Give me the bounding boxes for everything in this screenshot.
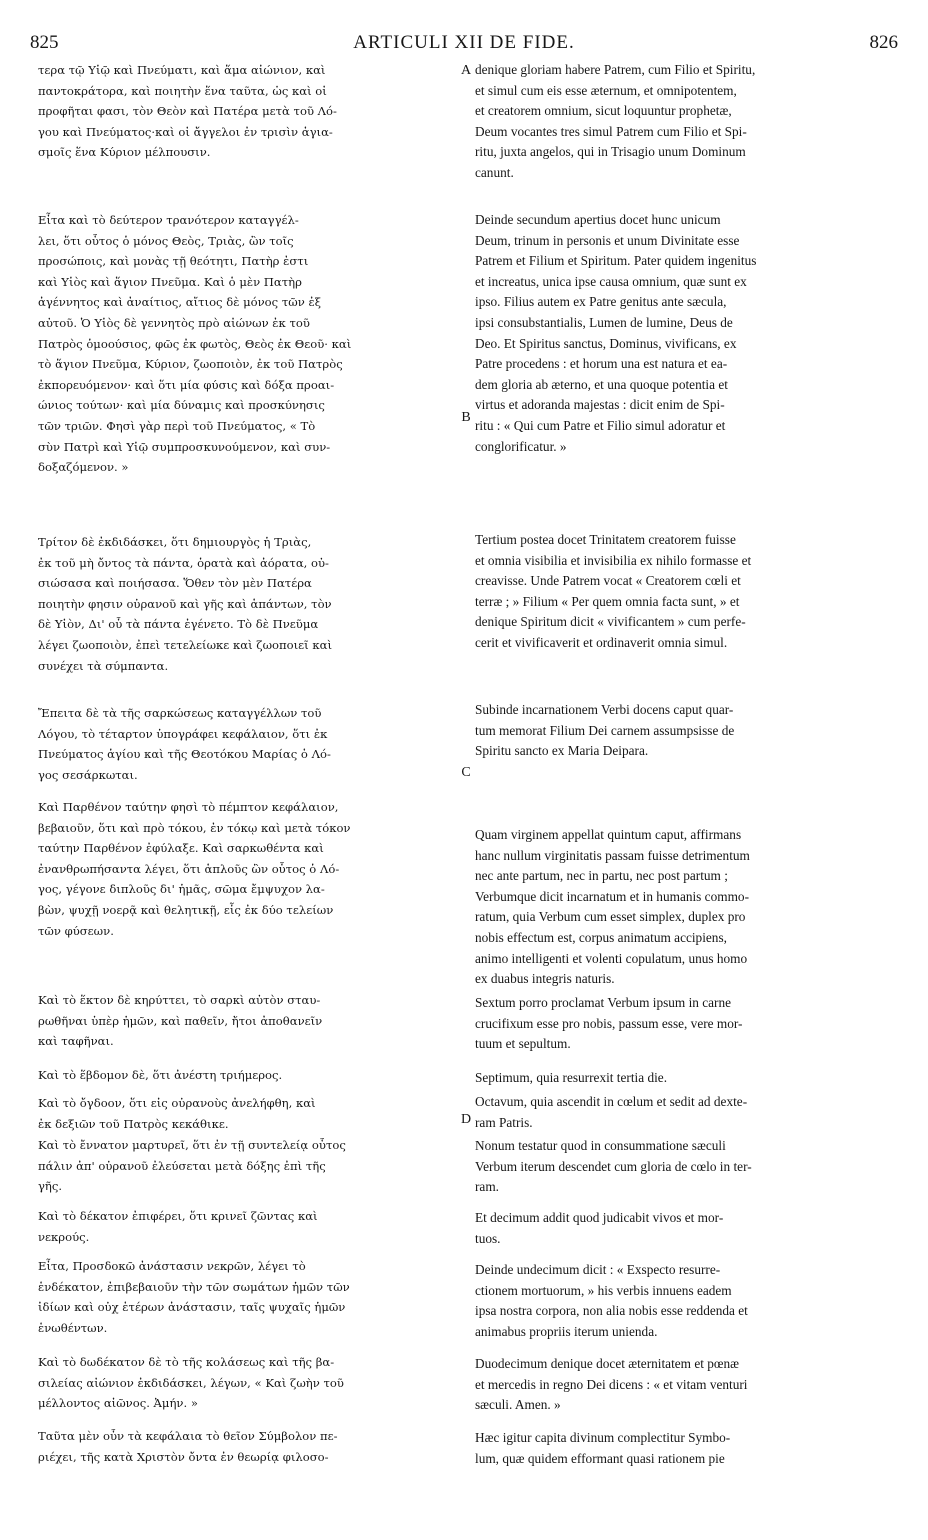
greek-paragraph-10: Καὶ τὸ δέκατον ἐπιφέρει, ὅτι κρινεῖ ζῶντας καὶ νεκρούς. <box>38 1209 318 1244</box>
greek-paragraph-7: Καὶ τὸ ἕβδομον δὲ, ὅτι ἀνέστη τριήμερος. <box>38 1068 283 1082</box>
running-title: ARTICULI XII DE FIDE. <box>353 32 575 53</box>
latin-paragraph-2: Deinde secundum apertius docet hunc unicum Deum, trinum in personis et unum Divinitate esse Patrem et Filium et Spiritum. Pater quidem ingenitus et increatus, unica ipse causa omnium, quæ sunt ex ipso. Filius autem ex Patre genitus ante sæcula, ipsi consubstantialis, Lumen de lumine, Deus de Deo. Et Spiritus sanctus, Dominus, vivificans, ex Patre procedens : et horum una est natura et ea- dem gloria ab æterno, et una quoque potentia et virtus et adoranda majestas : dicit enim de Spi- ritu : « Qui cum Patre et Filio simul adoratur et conglorificatur. » <box>475 212 757 454</box>
greek-paragraph-13: Ταῦτα μὲν οὖν τὰ κεφάλαια τὸ θεῖον Σύμβολον πε- ριέχει, τῆς κατὰ Χριστὸν ὄντα ἐν θεωρίᾳ φιλοσο- <box>38 1429 338 1464</box>
latin-paragraph-12: Duodecimum denique docet æternitatem et pœnæ et mercedis in regno Dei dicens : « et vitam venturi sæculi. Amen. » <box>475 1356 748 1413</box>
greek-paragraph-6: Καὶ τὸ ἕκτον δὲ κηρύττει, τὸ σαρκὶ αὐτὸν σταυ- ρωθῆναι ὑπὲρ ἡμῶν, καὶ παθεῖν, ἤτοι ἀποθανεῖν καὶ ταφῆναι. <box>38 993 323 1049</box>
latin-paragraph-6: Sextum porro proclamat Verbum ipsum in carne crucifixum esse pro nobis, passum esse, vere mor- tuum et sepultum. <box>475 995 743 1052</box>
greek-paragraph-11: Εἶτα, Προσδοκῶ ἀνάστασιν νεκρῶν, λέγει τὸ ἑνδέκατον, ἐπιβεβαιοῦν τὴν τῶν σωμάτων ἡμῶν τῶν ἰδίων καὶ οὐχ ἑτέρων ἀνάστασιν, ταῖς ψυχαῖς ἡμῶν ἑνωθέντων. <box>38 1259 350 1335</box>
latin-paragraph-3: Tertium postea docet Trinitatem creatorem fuisse et omnia visibilia et invisibilia ex nihilo formasse et creavisse. Unde Patrem vocat « Creatorem cœli et terræ ; » Filium « Per quem omnia facta sunt, » et denique Spiritum dicit « vivificantem » cum perfe- cerit et vivificaverit et ordinaverit omnia simul. <box>475 532 752 650</box>
greek-paragraph-1: τερα τῷ Υἱῷ καὶ Πνεύματι, καὶ ἅμα αἰώνιον, καὶ παντοκράτορα, καὶ ποιητὴν ἕνα ταῦτα, ὡς καὶ οἱ προφῆται φασι, τὸν Θεὸν καὶ Πατέρα μετὰ τοῦ Λό- γου καὶ Πνεύματος·καὶ οἱ ἄγγελοι ἐν τρισὶν ἁγια- σμοῖς ἕνα Κύριον μέλπουσιν. <box>38 63 337 160</box>
greek-paragraph-8: Καὶ τὸ ὄγδοον, ὅτι εἰς οὐρανοὺς ἀνελήφθη, καὶ ἐκ δεξιῶν τοῦ Πατρὸς κεκάθικε. <box>38 1096 316 1131</box>
latin-paragraph-13: Hæc igitur capita divinum complectitur Symbo- lum, quæ quidem efformant quasi rationem pie <box>475 1430 731 1466</box>
greek-paragraph-2: Εἶτα καὶ τὸ δεύτερον τρανότερον καταγγέλ- λει, ὅτι οὗτος ὁ μόνος Θεὸς, Τριὰς, ὢν τοῖς προσώποις, καὶ μονὰς τῇ θεότητι, Πατὴρ ἐστι καὶ Υἱὸς καὶ ἅγιον Πνεῦμα. Καὶ ὁ μὲν Πατὴρ ἀγέννητος καὶ ἀναίτιος, αἴτιος δὲ μόνος τῶν ἐξ αὐτοῦ. Ὁ Υἱὸς δὲ γεννητὸς πρὸ αἰώνων ἐκ τοῦ Πατρὸς ὁμοούσιος, φῶς ἐκ φωτὸς, Θεὸς ἐκ Θεοῦ· καὶ τὸ ἅγιον Πνεῦμα, Κύριον, ζωοποιὸν, ἐκ τοῦ Πατρὸς ἐκπορευόμενον· καὶ ὅτι μία φύσις καὶ δόξα προαι- ώνιος τούτων· καὶ μία δύναμις καὶ προσκύνησις τῶν τριῶν. Φησὶ γὰρ περὶ τοῦ Πνεύματος, « Τὸ σὺν Πατρὶ καὶ Υἱῷ συμπροσκυνούμενον, καὶ συν- δοξαζόμενον. » <box>38 213 352 475</box>
latin-paragraph-8: Octavum, quia ascendit in cœlum et sedit ad dexte- ram Patris. <box>475 1094 748 1130</box>
latin-paragraph-5: Quam virginem appellat quintum caput, affirmans hanc nullum virginitatis passam fuisse detrimentum nec ante partum, nec in partu, nec post partum ; Verbumque dicit incarnatum et in humanis commo- ratum, quia Verbum cum esset simplex, duplex pro nobis effectum est, corpus animatum accipiens, animo intelligenti et volenti copulatum, unus homo ex duabus integris naturis. <box>475 827 750 987</box>
latin-paragraph-4: Subinde incarnationem Verbi docens caput quar- tum memorat Filium Dei carnem assumpsisse de Spiritu sancto ex Maria Deipara. <box>475 702 735 759</box>
margin-marker-a: A <box>460 63 472 78</box>
running-header <box>30 32 898 56</box>
greek-paragraph-5: Καὶ Παρθένον ταύτην φησὶ τὸ πέμπτον κεφάλαιον, βεβαιοῦν, ὅτι καὶ πρὸ τόκου, ἐν τόκῳ καὶ μετὰ τόκον ταύτην Παρθένον ἐφύλαξε. Καὶ σαρκωθέντα καὶ ἐνανθρωπήσαντα λέγει, ὅτι ἁπλοῦς ὢν οὗτος ὁ Λό- γος, γέγονε διπλοῦς δι' ἡμᾶς, σῶμα ἔμψυχον λα- βὼν, ψυχῇ νοερᾷ καὶ θελητικῇ, εἷς ἐκ δύο τελείων τῶν φύσεων. <box>38 800 351 938</box>
greek-paragraph-4: Ἔπειτα δὲ τὰ τῆς σαρκώσεως καταγγέλλων τοῦ Λόγου, τὸ τέταρτον ὑπογράφει κεφάλαιον, ὅτι ἐκ Πνεύματος ἁγίου καὶ τῆς Θεοτόκου Μαρίας ὁ Λό- γος σεσάρκωται. <box>38 706 331 782</box>
margin-marker-b: B <box>461 410 471 425</box>
latin-paragraph-10: Et decimum addit quod judicabit vivos et mor- tuos. <box>475 1210 724 1246</box>
latin-paragraph-11: Deinde undecimum dicit : « Exspecto resurre- ctionem mortuorum, » his verbis innuens eadem ipsa nostra corpora, non alia nobis esse reddenda et animabus propriis iterum unienda. <box>475 1262 748 1339</box>
greek-paragraph-3: Τρίτον δὲ ἐκδιδάσκει, ὅτι δημιουργὸς ἡ Τριὰς, ἐκ τοῦ μὴ ὄντος τὰ πάντα, ὁρατὰ καὶ ἀόρατα, οὐ- σιώσασα καὶ ποιήσασα. Ὅθεν τὸν μὲν Πατέρα ποιητὴν φησιν οὐρανοῦ καὶ γῆς καὶ ἁπάντων, τὸν δὲ Υἱὸν, Δι' οὗ τὰ πάντα ἐγένετο. Τὸ δὲ Πνεῦμα λέγει ζωοποιὸν, ἐπεὶ τετελείωκε καὶ ζωοποιεῖ καὶ συνέχει τὰ σύμπαντα. <box>38 535 333 673</box>
latin-paragraph-9: Nonum testatur quod in consummatione sæculi Verbum iterum descendet cum gloria de cœlo in ter- ram. <box>475 1138 752 1195</box>
greek-paragraph-9: Καὶ τὸ ἔννατον μαρτυρεῖ, ὅτι ἐν τῇ συντελείᾳ οὗτος πάλιν ἀπ' οὐρανοῦ ἐλεύσεται μετὰ δόξης ἐπὶ τῆς γῆς. <box>38 1138 346 1194</box>
page-number-left: 825 <box>30 32 59 53</box>
greek-paragraph-12: Καὶ τὸ δωδέκατον δὲ τὸ τῆς κολάσεως καὶ τῆς βα- σιλείας αἰώνιον ἐκδιδάσκει, λέγων, « Καὶ ζωὴν τοῦ μέλλοντος αἰῶνος. Ἀμήν. » <box>38 1355 344 1411</box>
latin-paragraph-1: denique gloriam habere Patrem, cum Filio et Spiritu, et simul cum eis esse æternum, et omnipotentem, et creatorem omnium, sicut loquuntur prophetæ, Deum vocantes tres simul Patrem cum Filio et Spi- ritu, juxta angelos, qui in Trisagio unum Dominum canunt. <box>475 62 756 180</box>
margin-marker-d: D <box>460 1112 472 1127</box>
latin-paragraph-7: Septimum, quia resurrexit tertia die. <box>475 1070 668 1085</box>
margin-marker-c: C <box>461 765 471 780</box>
page-number-right: 826 <box>869 32 898 53</box>
